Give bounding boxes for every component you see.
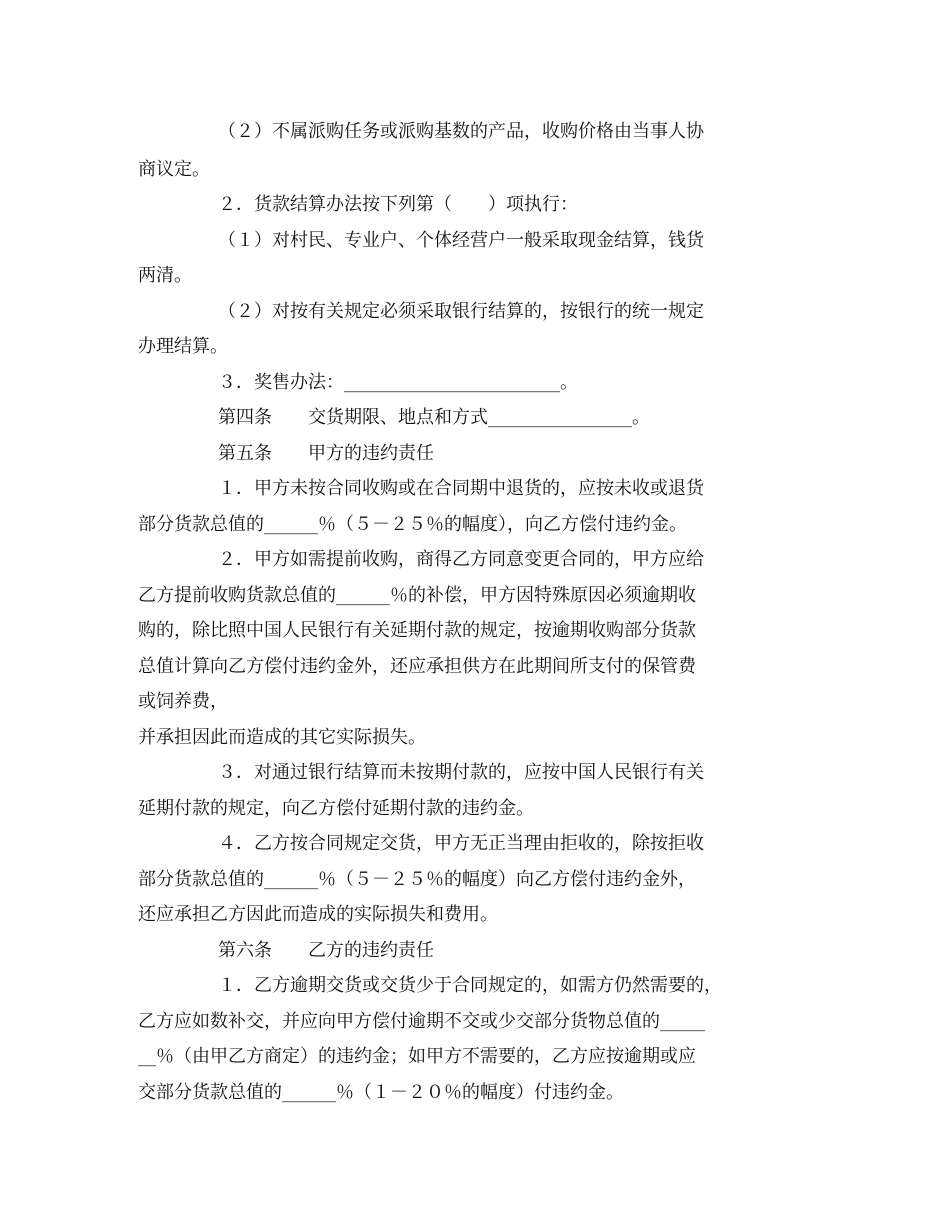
- text-line: __％（由甲乙方商定）的违约金；如甲方不需要的，乙方应按逾期或应: [138, 1046, 696, 1067]
- text-line: （１）对村民、专业户、个体经营户一般采取现金结算，钱货: [218, 230, 704, 251]
- text-line: 购的，除比照中国人民银行有关延期付款的规定，按逾期收购部分货款: [138, 620, 696, 641]
- text-line: ３．对通过银行结算而未按期付款的，应按中国人民银行有关: [218, 762, 704, 783]
- text-line: 乙方应如数补交，并应向甲方偿付逾期不交或少交部分货物总值的_____: [138, 1011, 705, 1032]
- text-line: 总值计算向乙方偿付违约金外，还应承担供方在此期间所支付的保管费: [138, 656, 696, 677]
- text-line: １．乙方逾期交货或交货少于合同规定的，如需方仍然需要的，: [218, 975, 722, 996]
- text-line: ２．货款结算办法按下列第（ ）项执行：: [218, 194, 578, 215]
- text-line: 乙方提前收购货款总值的______％的补偿，甲方因特殊原因必须逾期收: [138, 585, 696, 606]
- text-line: 交部分货款总值的______％（１－２０％的幅度）付违约金。: [138, 1082, 624, 1103]
- text-line: 或饲养费，: [138, 691, 228, 712]
- text-line: 部分货款总值的______％（５－２５％的幅度）向乙方偿付违约金外，: [138, 869, 696, 890]
- text-line: （２）不属派购任务或派购基数的产品，收购价格由当事人协: [218, 121, 704, 142]
- text-line: ３．奖售办法：________________________。: [218, 372, 578, 393]
- text-line: 部分货款总值的______％（５－２５％的幅度），向乙方偿付违约金。: [138, 514, 687, 535]
- text-line: ２．甲方如需提前收购，商得乙方同意变更合同的，甲方应给: [218, 549, 704, 570]
- text-line: 两清。: [138, 265, 192, 286]
- text-line: 第六条 乙方的违约责任: [218, 940, 434, 961]
- text-line: 还应承担乙方因此而造成的实际损失和费用。: [138, 904, 498, 925]
- text-line: 并承担因此而造成的其它实际损失。: [138, 727, 426, 748]
- text-line: 办理结算。: [138, 336, 228, 357]
- text-line: １．甲方未按合同收购或在合同期中退货的，应按未收或退货: [218, 478, 704, 499]
- text-line: 第四条 交货期限、地点和方式________________。: [218, 407, 650, 428]
- text-line: 延期付款的规定，向乙方偿付延期付款的违约金。: [138, 798, 534, 819]
- text-line: 第五条 甲方的违约责任: [218, 443, 434, 464]
- text-line: ４．乙方按合同规定交货，甲方无正当理由拒收的，除按拒收: [218, 833, 704, 854]
- text-line: 商议定。: [138, 159, 210, 180]
- text-line: （２）对按有关规定必须采取银行结算的，按银行的统一规定: [218, 301, 704, 322]
